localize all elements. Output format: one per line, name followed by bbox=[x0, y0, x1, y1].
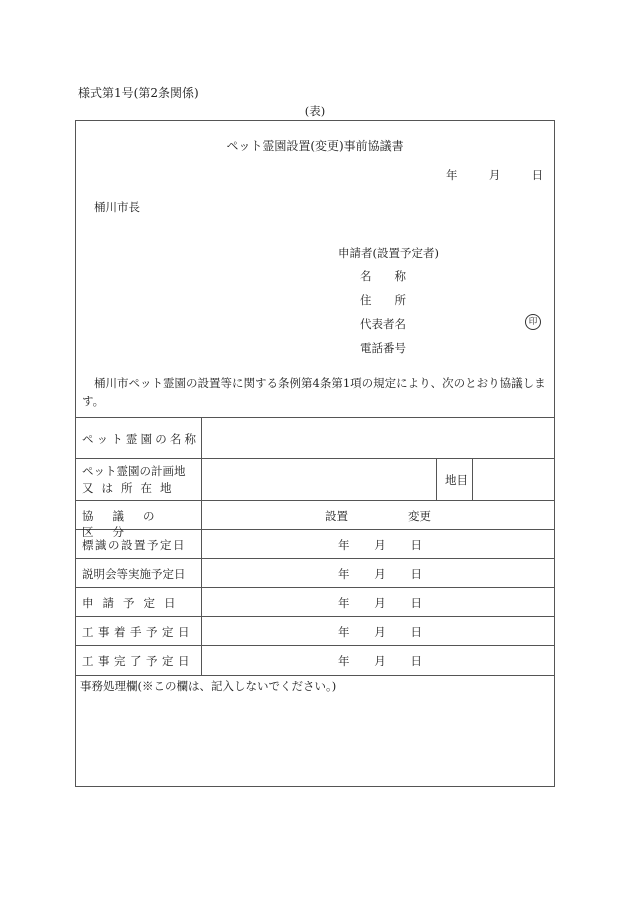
sign-date-field[interactable] bbox=[338, 537, 422, 553]
date-day-unit: 日 bbox=[410, 625, 422, 639]
seal-icon: 印 bbox=[525, 314, 541, 330]
table-line bbox=[76, 616, 554, 617]
table-line bbox=[76, 675, 554, 676]
date-year-unit: 年 bbox=[338, 538, 350, 552]
application-date-field[interactable] bbox=[338, 595, 422, 611]
body-line-2: す。 bbox=[82, 394, 105, 408]
table-line bbox=[76, 458, 554, 459]
row-label-briefing: 説明会等実施予定日 bbox=[82, 567, 186, 581]
applicant-address-label[interactable]: 住 所 bbox=[360, 293, 406, 307]
table-divider bbox=[436, 458, 437, 500]
form-number: 様式第1号(第2条関係) bbox=[78, 86, 199, 100]
category-option-change[interactable]: 変更 bbox=[408, 509, 431, 523]
date-day-unit: 日 bbox=[410, 654, 422, 668]
table-divider bbox=[201, 417, 202, 675]
submission-date[interactable] bbox=[446, 167, 543, 183]
briefing-date-field[interactable] bbox=[338, 566, 422, 582]
date-year-unit: 年 bbox=[338, 567, 350, 581]
side-label: (表) bbox=[304, 104, 326, 118]
row-label-sign: 標識の設置予定日 bbox=[82, 538, 186, 552]
table-divider bbox=[472, 458, 473, 500]
document-title: ペット霊園設置(変更)事前協議書 bbox=[226, 139, 404, 153]
date-year-unit: 年 bbox=[338, 596, 350, 610]
office-use-label: 事務処理欄(※この欄は、記入しないでください。) bbox=[80, 679, 337, 693]
date-month-unit: 月 bbox=[374, 654, 386, 668]
table-line bbox=[76, 500, 554, 501]
row-label-name: ペ ッ ト 霊 園 の 名 称 bbox=[82, 432, 196, 446]
applicant-heading: 申請者(設置予定者) bbox=[338, 246, 439, 260]
applicant-phone-label[interactable]: 電話番号 bbox=[360, 341, 406, 355]
category-option-install[interactable]: 設置 bbox=[325, 509, 348, 523]
date-year-unit: 年 bbox=[338, 654, 350, 668]
date-day-unit: 日 bbox=[531, 168, 544, 182]
row-label-start: 工事着手予定日 bbox=[82, 625, 194, 639]
date-day-unit: 日 bbox=[410, 596, 422, 610]
row-label-location-1: ペット霊園の計画地 bbox=[82, 464, 186, 478]
row-label-application: 申請予定日 bbox=[82, 596, 185, 610]
date-year-unit: 年 bbox=[446, 168, 458, 182]
row-label-completion: 工事完了予定日 bbox=[82, 654, 194, 668]
row-label-location-2: 又は所在地 bbox=[82, 481, 180, 495]
date-day-unit: 日 bbox=[410, 538, 422, 552]
table-line bbox=[76, 645, 554, 646]
body-line-1: 桶川市ペット霊園の設置等に関する条例第4条第1項の規定により、次のとおり協議しま bbox=[94, 376, 546, 390]
date-month-unit: 月 bbox=[374, 596, 386, 610]
date-day-unit: 日 bbox=[410, 567, 422, 581]
start-date-field[interactable] bbox=[338, 624, 422, 640]
date-month-unit: 月 bbox=[488, 168, 501, 182]
table-line bbox=[76, 587, 554, 588]
row-label-category: 協議の区分 bbox=[82, 509, 174, 539]
date-month-unit: 月 bbox=[374, 567, 386, 581]
addressee: 桶川市長 bbox=[94, 200, 140, 214]
body-text bbox=[82, 374, 552, 410]
applicant-name-label[interactable]: 名 称 bbox=[360, 269, 406, 283]
table-line bbox=[76, 558, 554, 559]
date-month-unit: 月 bbox=[374, 625, 386, 639]
applicant-representative-label[interactable]: 代表者名 bbox=[360, 317, 406, 331]
date-month-unit: 月 bbox=[374, 538, 386, 552]
land-category-label: 地目 bbox=[445, 473, 468, 487]
completion-date-field[interactable] bbox=[338, 653, 422, 669]
date-year-unit: 年 bbox=[338, 625, 350, 639]
table-line bbox=[76, 417, 554, 418]
